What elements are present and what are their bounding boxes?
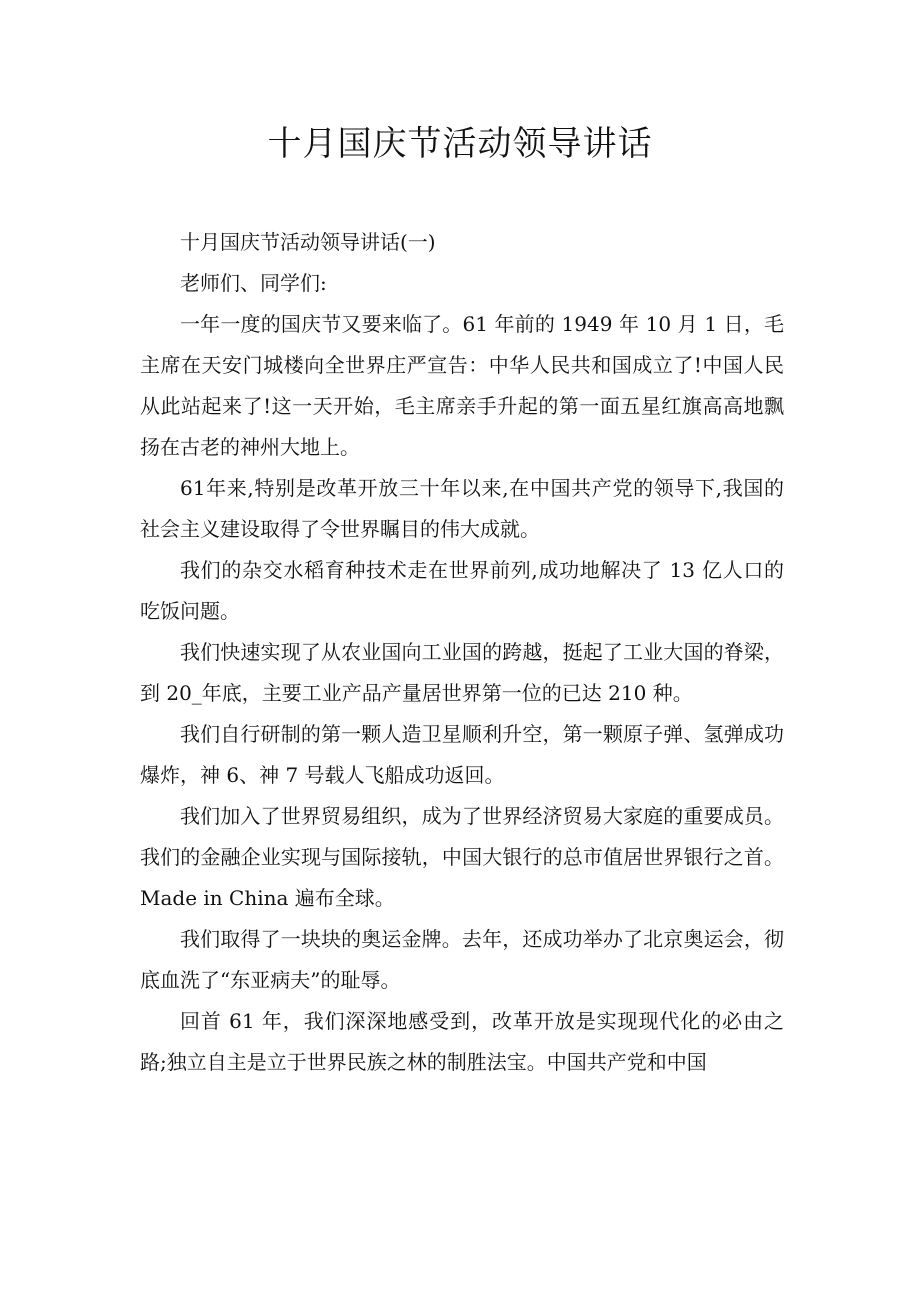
paragraph-salutation: 老师们、同学们: bbox=[180, 271, 327, 295]
paragraph: 我们快速实现了从农业国向工业国的跨越，挺起了工业大国的脊梁，到 20_年底，主要工业产品产量居世界第一位的已达 210 种。 bbox=[140, 640, 784, 705]
paragraph: 我们的杂交水稻育种技术走在世界前列,成功地解决了 13 亿人口的吃饭问题。 bbox=[140, 558, 784, 623]
paragraph: 回首 61 年，我们深深地感受到，改革开放是实现现代化的必由之路;独立自主是立于世界民族之林的制胜法宝。中国共产党和中国 bbox=[140, 1009, 784, 1074]
paragraph: 一年一度的国庆节又要来临了。61 年前的 1949 年 10 月 1 日，毛主席在天安门城楼向全世界庄严宣告：中华人民共和国成立了!中国人民从此站起来了!这一天开始，毛主席亲手升起的第一面五星红旗高高地飘扬在古老的神州大地上。 bbox=[140, 312, 784, 459]
paragraph: 我们自行研制的第一颗人造卫星顺利升空，第一颗原子弹、氢弹成功爆炸，神 6、神 7 号载人飞船成功返回。 bbox=[140, 722, 784, 787]
paragraph: 我们取得了一块块的奥运金牌。去年，还成功举办了北京奥运会，彻底血洗了“东亚病夫”的耻辱。 bbox=[140, 927, 784, 992]
paragraph-subtitle: 十月国庆节活动领导讲话(一) bbox=[180, 230, 436, 254]
document-title: 十月国庆节活动领导讲话 bbox=[267, 124, 653, 164]
document-body bbox=[140, 222, 784, 1083]
paragraph: 61年来,特别是改革开放三十年以来,在中国共产党的领导下,我国的社会主义建设取得了令世界瞩目的伟大成就。 bbox=[140, 476, 784, 541]
paragraph: 我们加入了世界贸易组织，成为了世界经济贸易大家庭的重要成员。我们的金融企业实现与国际接轨，中国大银行的总市值居世界银行之首。Made in China 遍布全球。 bbox=[140, 804, 784, 910]
